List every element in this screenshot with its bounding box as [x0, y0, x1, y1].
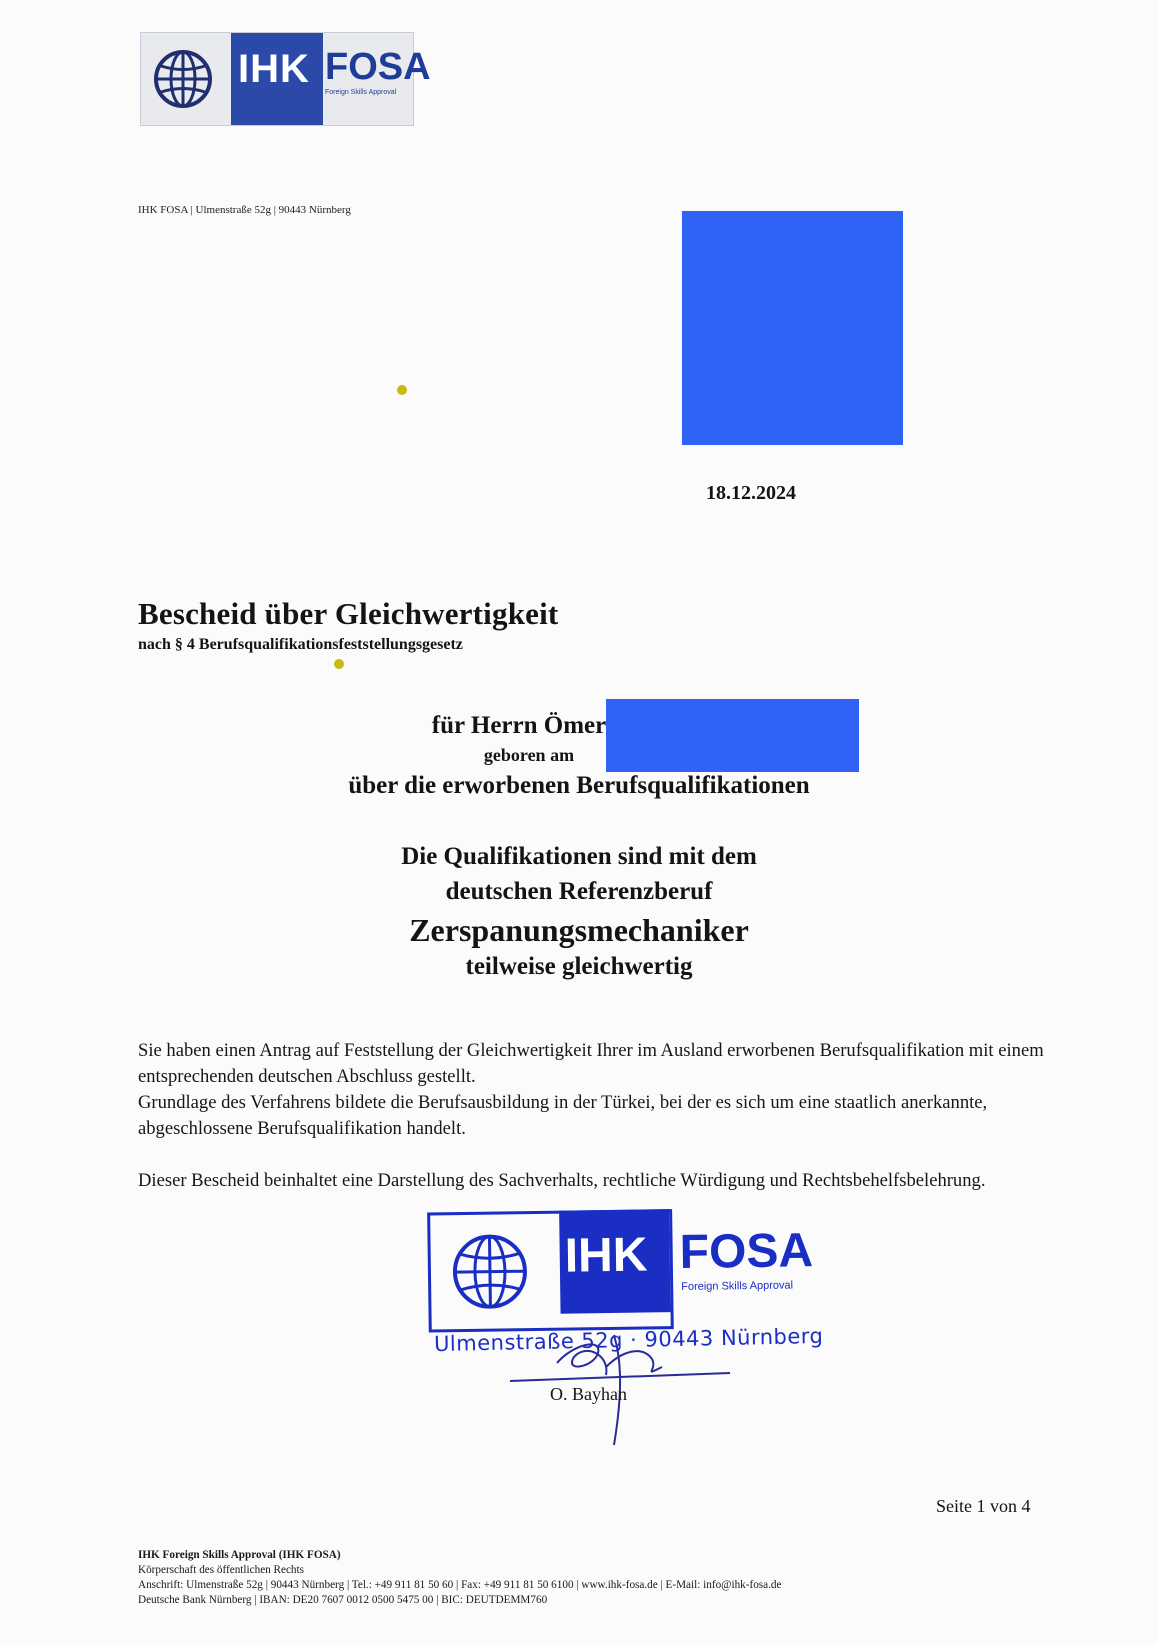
stamp-tagline: Foreign Skills Approval [681, 1279, 794, 1294]
footer-contact: Anschrift: Ulmenstraße 52g | 90443 Nürnberg | Tel.: +49 911 81 50 60 | Fax: +49 911 81 50 6100 | www.ihk-fosa.de | E-Mail: info@ihk-fosa.de [138, 1579, 782, 1591]
footer-bank: Deutsche Bank Nürnberg | IBAN: DE20 7607 0012 0500 5475 00 | BIC: DEUTDEMM760 [138, 1594, 548, 1606]
stamp-address: Ulmenstraße 52g · 90443 Nürnberg [433, 1323, 824, 1357]
redacted-recipient-address [682, 211, 903, 445]
signer-name: O. Bayhan [550, 1384, 627, 1404]
handwritten-signature [502, 1315, 762, 1455]
body-paragraph-1 [138, 1038, 1056, 1142]
logo-fosa-text: FOSA [325, 46, 431, 88]
letter-footer [138, 1548, 781, 1608]
result-line-1: Die Qualifikationen sind mit dem [401, 843, 757, 870]
page-number: Seite 1 von 4 [936, 1496, 1031, 1516]
stamp-globe-icon [449, 1231, 530, 1312]
recipient-name: für Herrn Ömer [431, 712, 607, 739]
stamp-fosa-text: FOSA [679, 1224, 814, 1280]
equivalence-result: teilweise gleichwertig [465, 953, 693, 980]
reference-profession: Zerspanungsmechaniker [409, 912, 749, 948]
body-paragraph-1a: Sie haben einen Antrag auf Feststellung der Gleichwertigkeit Ihrer im Ausland erworbenen Berufsqualifikation mit einem entsprechenden deutschen Abschluss gestellt. [138, 1040, 1044, 1087]
logo-tagline: Foreign Skills Approval [325, 89, 397, 96]
stamp-ihk-text: IHK [564, 1228, 648, 1283]
letter-date: 18.12.2024 [706, 482, 796, 504]
footer-legal-form: Körperschaft des öffentlichen Rechts [138, 1564, 304, 1576]
qualification-about-line: über die erworbenen Berufsqualifikationen [348, 772, 810, 799]
ihk-fosa-logo [140, 32, 431, 126]
result-line-2: deutschen Referenzberuf [445, 878, 713, 905]
footer-organization: IHK Foreign Skills Approval (IHK FOSA) [138, 1549, 341, 1561]
redacted-name-and-birthdate [606, 699, 859, 772]
recipient-for-line [0, 712, 1158, 740]
body-paragraph-1b: Grundlage des Verfahrens bildete die Berufsausbildung in der Türkei, bei der es sich um eine staatlich anerkannte, abgeschlossene Berufsqualifikation handelt. [138, 1092, 988, 1139]
document-subtitle: nach § 4 Berufsqualifikationsfeststellungsgesetz [138, 636, 463, 653]
document-title: Bescheid über Gleichwertigkeit [138, 596, 559, 631]
yellow-mark [397, 385, 407, 395]
yellow-mark [334, 659, 344, 669]
logo-ihk-text: IHK [238, 47, 310, 91]
recipient-born-line [0, 745, 1158, 766]
sender-return-address: IHK FOSA | Ulmenstraße 52g | 90443 Nürnberg [138, 204, 351, 216]
globe-icon [153, 49, 213, 109]
birth-label: geboren am [483, 745, 575, 765]
body-paragraph-2: Dieser Bescheid beinhaltet eine Darstellung des Sachverhalts, rechtliche Würdigung und Rechtsbehelfsbelehrung. [138, 1170, 986, 1191]
